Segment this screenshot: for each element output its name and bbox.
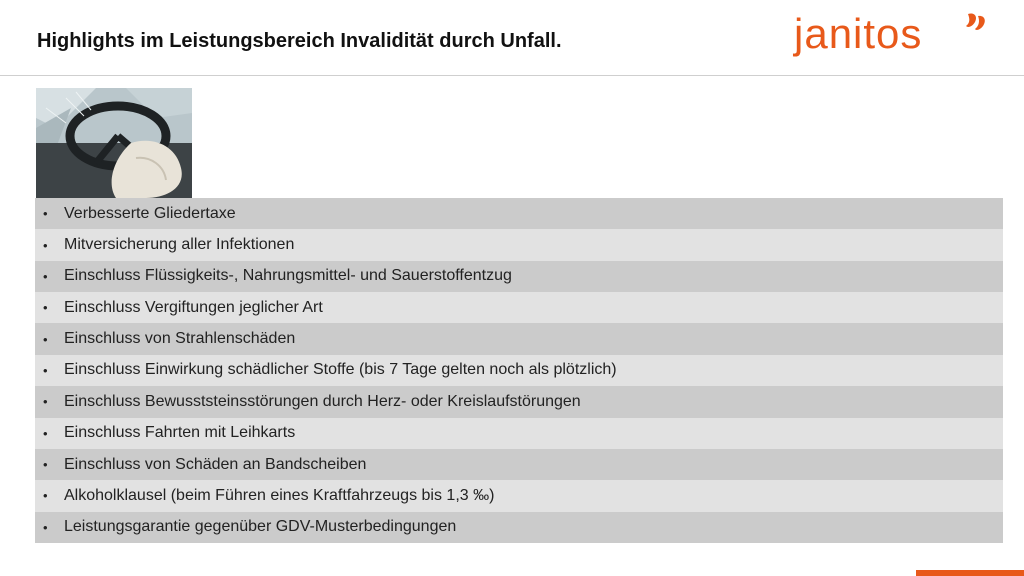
- janitos-logo: [792, 10, 992, 60]
- logo-text: janitos: [794, 10, 923, 57]
- list-item: [35, 292, 1003, 323]
- list-item: [35, 386, 1003, 417]
- list-item: [35, 418, 1003, 449]
- list-item-label: Verbesserte Gliedertaxe: [64, 204, 236, 222]
- list-item: [35, 229, 1003, 260]
- bullet-icon: •: [43, 300, 48, 316]
- header-divider: [0, 75, 1024, 76]
- list-item: [35, 355, 1003, 386]
- bullet-icon: •: [43, 362, 48, 378]
- page-title: Highlights im Leistungsbereich Invalidität durch Unfall.: [37, 30, 562, 52]
- bullet-icon: •: [43, 457, 48, 473]
- list-item-label: Einschluss Vergiftungen jeglicher Art: [64, 298, 323, 316]
- list-item-label: Mitversicherung aller Infektionen: [64, 236, 295, 254]
- list-item-label: Einschluss von Schäden an Bandscheiben: [64, 455, 367, 473]
- list-item-label: Einschluss Fahrten mit Leihkarts: [64, 424, 296, 442]
- list-item: [35, 323, 1003, 354]
- footer-accent-bar: [916, 570, 1024, 576]
- bullet-icon: •: [43, 206, 48, 222]
- list-item: [35, 512, 1003, 543]
- bullet-icon: •: [43, 331, 48, 347]
- list-item-label: Einschluss von Strahlenschäden: [64, 330, 296, 348]
- bullet-icon: •: [43, 488, 48, 504]
- bullet-icon: •: [43, 237, 48, 253]
- list-item: [35, 261, 1003, 292]
- bullet-icon: •: [43, 519, 48, 535]
- list-item: [35, 480, 1003, 511]
- car-airbag-photo: [36, 88, 192, 198]
- bullet-icon: •: [43, 394, 48, 410]
- bullet-icon: •: [43, 268, 48, 284]
- list-item: [35, 198, 1003, 229]
- list-item-label: Leistungsgarantie gegenüber GDV-Musterbedingungen: [64, 518, 457, 536]
- bullet-icon: •: [43, 425, 48, 441]
- list-item-label: Einschluss Flüssigkeits-, Nahrungsmittel- und Sauerstoffentzug: [64, 267, 512, 285]
- list-item-label: Einschluss Bewusststeinsstörungen durch Herz- oder Kreislaufstörungen: [64, 392, 581, 410]
- list-item-label: Einschluss Einwirkung schädlicher Stoffe (bis 7 Tage gelten noch als plötzlich): [64, 361, 617, 379]
- benefits-list: [35, 198, 1003, 543]
- list-item-label: Alkoholklausel (beim Führen eines Kraftfahrzeugs bis 1,3 ‰): [64, 486, 495, 504]
- list-item: [35, 449, 1003, 480]
